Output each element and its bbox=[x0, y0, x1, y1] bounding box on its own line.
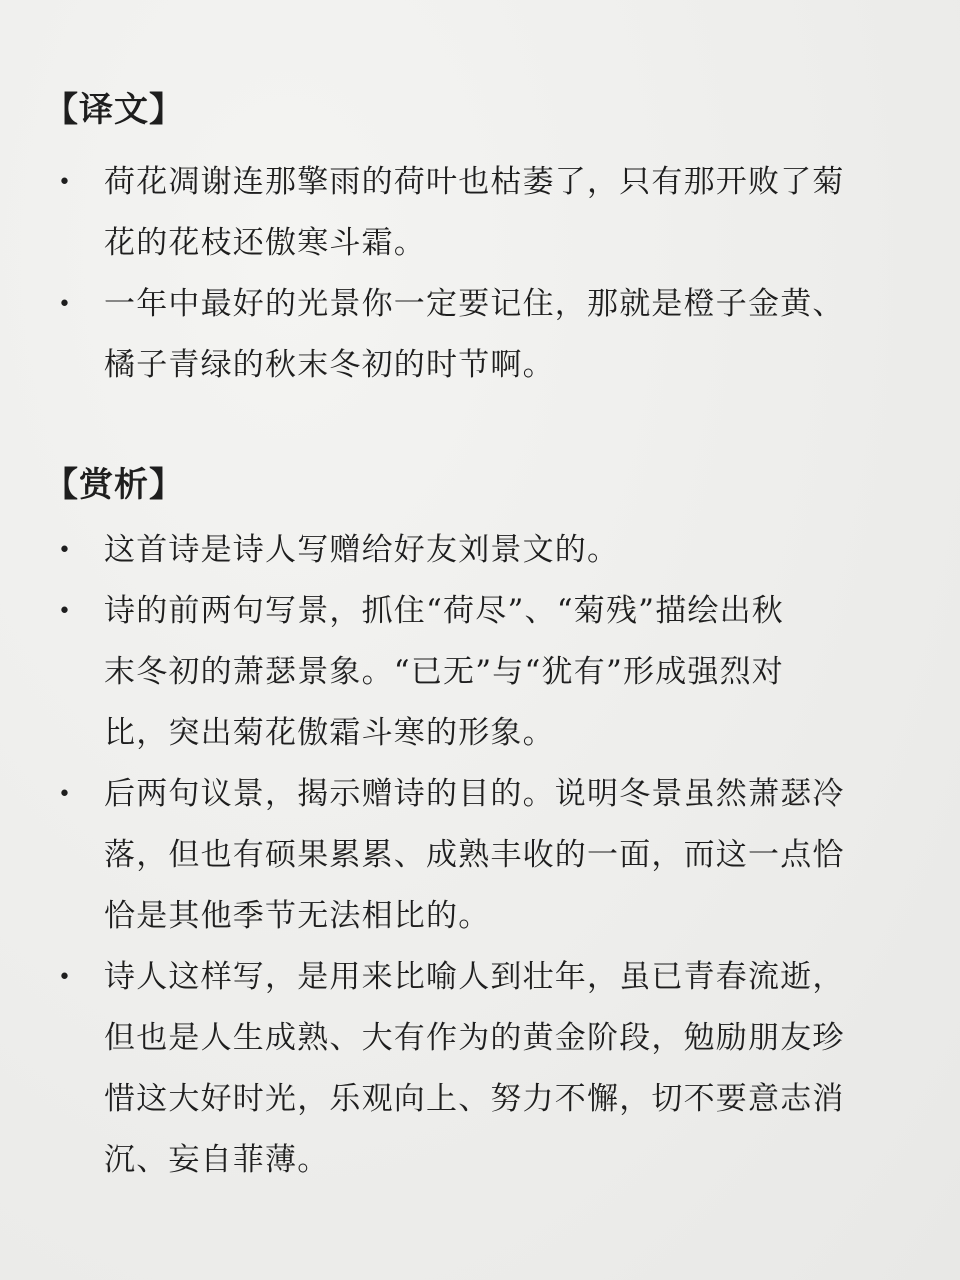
bullet-icon: • bbox=[58, 782, 71, 807]
text-line: 沉、妄自菲薄。 bbox=[104, 1142, 330, 1178]
text-line: 落，但也有硕果累累、成熟丰收的一面，而这一点恰 bbox=[104, 837, 845, 873]
bullet-icon: • bbox=[58, 170, 71, 195]
text-line: 这首诗是诗人写赠给好友刘景文的。 bbox=[104, 532, 620, 568]
list-item bbox=[0, 581, 960, 764]
list-item bbox=[0, 274, 960, 396]
text-line: 末冬初的萧瑟景象。“已无”与“犹有”形成强烈对 bbox=[104, 654, 784, 690]
bullet-icon: • bbox=[58, 599, 71, 624]
list-item bbox=[0, 764, 960, 947]
list-item bbox=[0, 947, 960, 1191]
text-line: 恰是其他季节无法相比的。 bbox=[104, 898, 491, 934]
text-line: 比，突出菊花傲霜斗寒的形象。 bbox=[104, 715, 555, 751]
list-item bbox=[0, 152, 960, 274]
text-line: 诗人这样写，是用来比喻人到壮年，虽已青春流逝， bbox=[104, 959, 845, 995]
translation-heading: 【译文】 bbox=[44, 90, 184, 130]
translation-list bbox=[0, 152, 960, 396]
text-line: 荷花凋谢连那擎雨的荷叶也枯萎了，只有那开败了菊 bbox=[104, 164, 845, 200]
text-line: 橘子青绿的秋末冬初的时节啊。 bbox=[104, 347, 555, 383]
text-line: 但也是人生成熟、大有作为的黄金阶段，勉励朋友珍 bbox=[104, 1020, 845, 1056]
bullet-icon: • bbox=[58, 965, 71, 990]
text-line: 一年中最好的光景你一定要记住，那就是橙子金黄、 bbox=[104, 286, 845, 322]
bullet-icon: • bbox=[58, 292, 71, 317]
appreciation-heading: 【赏析】 bbox=[44, 465, 184, 505]
text-line: 花的花枝还傲寒斗霜。 bbox=[104, 225, 426, 261]
text-line: 惜这大好时光，乐观向上、努力不懈，切不要意志消 bbox=[104, 1081, 845, 1117]
list-item bbox=[0, 520, 960, 581]
text-line: 诗的前两句写景，抓住“荷尽”、“菊残”描绘出秋 bbox=[104, 593, 784, 629]
appreciation-list bbox=[0, 520, 960, 1191]
text-line: 后两句议景，揭示赠诗的目的。说明冬景虽然萧瑟冷 bbox=[104, 776, 845, 812]
bullet-icon: • bbox=[58, 538, 71, 563]
